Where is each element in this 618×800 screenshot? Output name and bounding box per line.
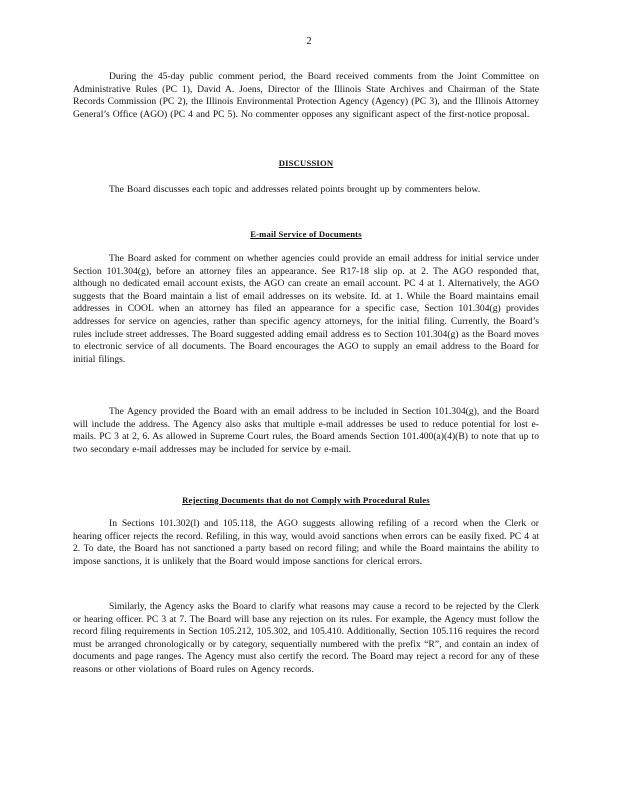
refiling-block <box>73 518 539 568</box>
comment-period-paragraph-block <box>73 71 539 121</box>
rejecting-documents-heading-text: Rejecting Documents that do not Comply with Procedural Rules <box>182 495 430 505</box>
email-service-heading-text: E-mail Service of Documents <box>250 229 362 239</box>
discussion-intro-paragraph: The Board discusses each topic and addresses related points brought up by commenters below. <box>109 184 481 195</box>
discussion-intro-block <box>73 184 539 197</box>
rejection-reasons-block <box>73 601 539 677</box>
comment-period-paragraph: During the 45-day public comment period, the Board received comments from the Joint Committee on Administrative Rules (PC 1), David A. Joens, Director of the Illinois State Archives and Chairman of the State Records Commission (PC 2), the Illinois Environmental Protection Agency (Agency) (PC 3), and the Illinois Attorney General’s Office (AGO) (PC 4 and PC 5). No commenter opposes any significant aspect of the first-notice proposal. <box>73 71 539 120</box>
discussion-heading-text: DISCUSSION <box>278 158 334 168</box>
agency-email-paragraph: The Agency provided the Board with an email address to be included in Section 101.304(g), and the Board will include the address. The Agency also asks that multiple e-mail addresses be used to reduce potential for lost e-mails. PC 3 at 2, 6. As allowed in Supreme Court rules, the Board amends Section 101.400(a)(4)(B) to note that up to two secondary e-mail addresses may be included for service by e-mail. <box>73 406 539 455</box>
rejection-reasons-paragraph: Similarly, the Agency asks the Board to clarify what reasons may cause a record to be rejected by the Clerk or hearing officer. PC 3 at 7. The Board will base any rejection on its rules. For example, the Agency must follow the record filing requirements in Section 105.212, 105.302, and 105.410. Additionally, Section 105.116 requires the record must be arranged chronologically or by category, sequentially numbered with the prefix “R”, and contain an index of documents and page ranges. The Agency must also certify the record. The Board may reject a record for any of these reasons or other violations of Board rules on Agency records. <box>73 601 539 675</box>
refiling-paragraph: In Sections 101.302(l) and 105.118, the AGO suggests allowing refiling of a record when the Clerk or hearing officer rejects the record. Refiling, in this way, would avoid sanctions when errors can be easily fixed. PC 4 at 2. To date, the Board has not sanctioned a party based on record filing; and while the Board maintains the ability to impose sanctions, it is unlikely that the Board would impose sanctions for clerical errors. <box>73 518 539 567</box>
rejecting-documents-heading <box>73 494 539 507</box>
discussion-heading <box>73 157 539 170</box>
agency-email-block <box>73 406 539 456</box>
email-comment-paragraph: The Board asked for comment on whether agencies could provide an email address for initial service under Section 101.304(g), before an attorney files an appearance. See R17-18 slip op. at 2. The AGO responded that, although no dedicated email account exists, the AGO can create an email account. PC 4 at 1. Alternatively, the AGO suggests that the Board maintain a list of email addresses on its website. Id. at 1. While the Board maintains email addresses in COOL when an attorney has filed an appearance for a specific case, Section 101.304(g) provides addresses for service on agencies, rather than specific agency attorneys, for the initial filing. Currently, the Board’s rules include street addresses. The Board suggested adding email address es to Section 101.304(g) as the Board moves to electronic service of all documents. The Board encourages the AGO to supply an email address to the Board for initial filings. <box>73 253 539 365</box>
email-comment-block <box>73 253 539 366</box>
email-service-heading <box>73 228 539 241</box>
page-number: 2 <box>306 36 312 47</box>
